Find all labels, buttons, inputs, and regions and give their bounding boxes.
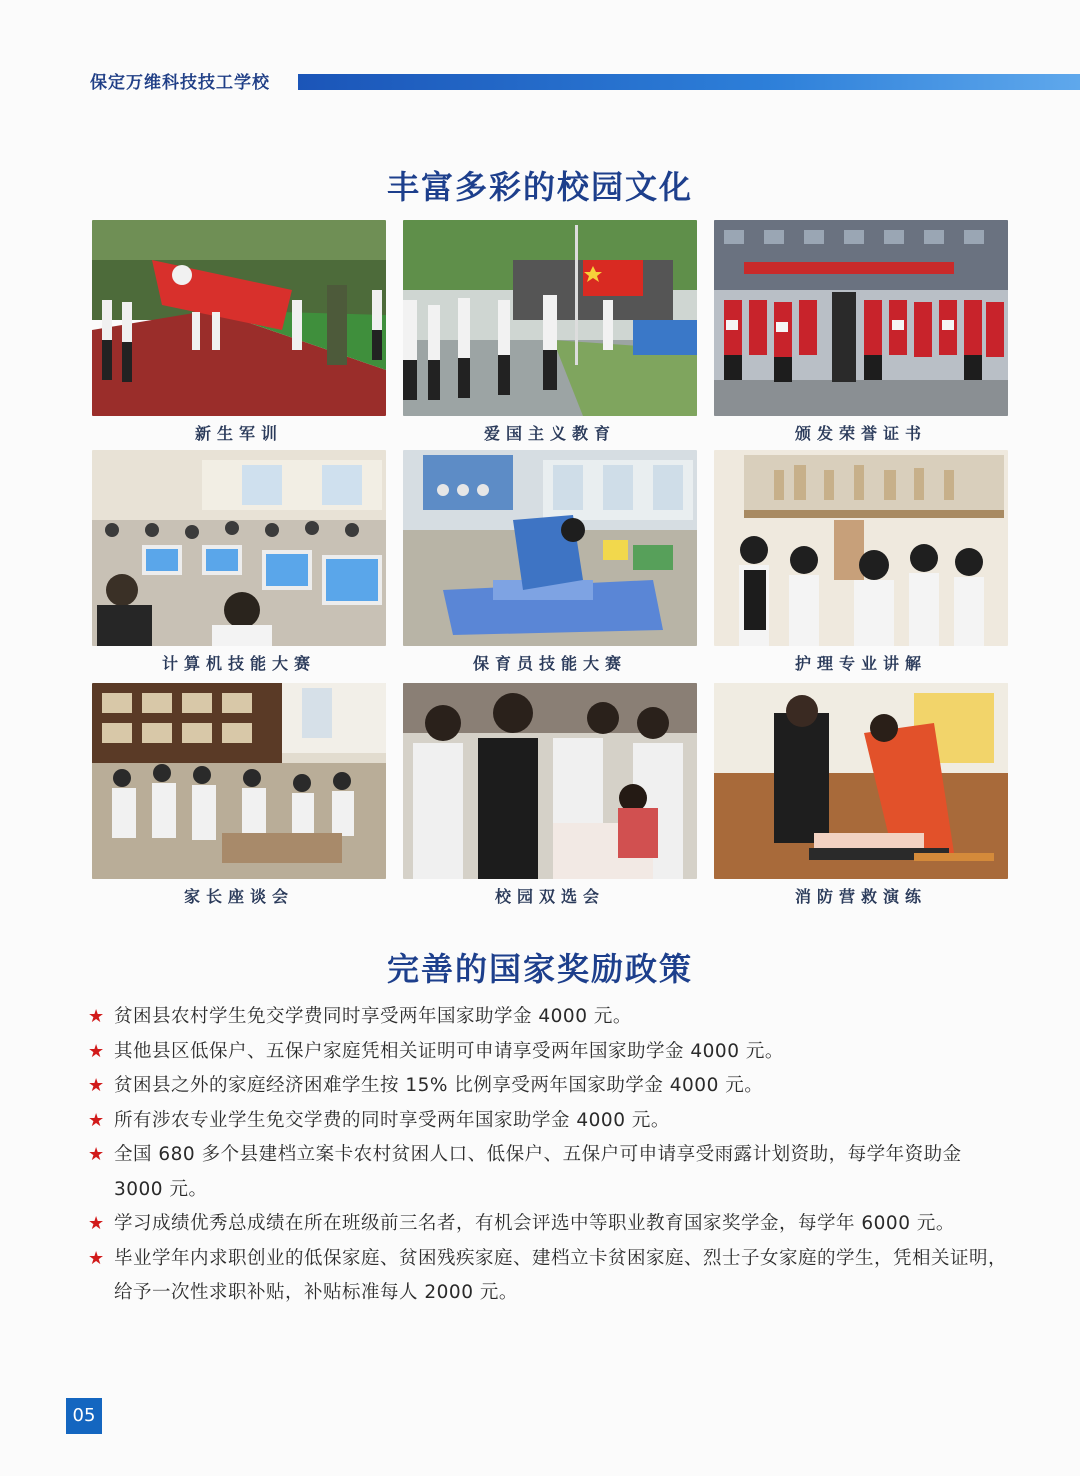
star-icon: ★ <box>88 1040 105 1062</box>
star-icon: ★ <box>88 1213 105 1234</box>
star-icon: ★ <box>88 1075 105 1096</box>
photo-caption: 颁发荣誉证书 <box>794 424 927 443</box>
photo-caption: 消防营救演练 <box>794 887 927 906</box>
photo-grid <box>92 220 1008 910</box>
photo-card-honor-certificate <box>714 220 1008 444</box>
policy-item <box>88 1104 1008 1139</box>
culture-section-title: 丰富多彩的校园文化 <box>386 168 693 206</box>
parent-meeting-photo <box>92 683 386 879</box>
school-name: 保定万维科技技工学校 <box>90 73 270 93</box>
star-icon: ★ <box>88 1109 105 1131</box>
photo-card-job-fair <box>403 683 697 907</box>
star-icon: ★ <box>88 1247 105 1269</box>
policy-item <box>88 1207 1008 1242</box>
childcare-contest-photo <box>403 450 697 646</box>
photo-card-parent-meeting <box>92 683 386 907</box>
star-icon: ★ <box>88 1006 105 1027</box>
patriotic-education-photo <box>403 220 697 416</box>
header-accent-bar <box>298 74 1080 90</box>
computer-contest-photo <box>92 450 386 646</box>
fire-rescue-drill-photo <box>714 683 1008 879</box>
photo-card-childcare-contest <box>403 450 697 674</box>
photo-caption: 计算机技能大赛 <box>161 654 316 673</box>
policy-text: 其他县区低保户、五保户家庭凭相关证明可申请享受两年国家助学金 4000 元。 <box>114 1040 784 1062</box>
photo-card-nursing-lecture <box>714 450 1008 674</box>
page-number: 05 <box>66 1398 102 1434</box>
photo-card-fire-rescue-drill <box>714 683 1008 907</box>
policy-text: 贫困县农村学生免交学费同时享受两年国家助学金 4000 元。 <box>114 1006 632 1027</box>
policy-text: 学习成绩优秀总成绩在所在班级前三名者，有机会评选中等职业教育国家奖学金，每学年 6000 元。 <box>114 1213 955 1234</box>
photo-card-military-training <box>92 220 386 444</box>
policy-item <box>88 1000 1008 1035</box>
policy-text: 毕业学年内求职创业的低保家庭、贫困残疾家庭、建档立卡贫困家庭、烈士子女家庭的学生，凭相关证明，给予一次性求职补贴，补贴标准每人 2000 元。 <box>114 1247 1008 1303</box>
policy-item <box>88 1035 1008 1070</box>
photo-caption: 保育员技能大赛 <box>472 654 627 673</box>
policy-text: 全国 680 多个县建档立案卡农村贫困人口、低保户、五保户可申请享受雨露计划资助，每学年资助金 3000 元。 <box>114 1144 962 1200</box>
military-training-photo <box>92 220 386 416</box>
policy-section-title: 完善的国家奖励政策 <box>386 950 693 988</box>
honor-certificate-photo <box>714 220 1008 416</box>
star-icon: ★ <box>88 1144 105 1165</box>
photo-caption: 家长座谈会 <box>183 887 294 906</box>
photo-caption: 校园双选会 <box>494 887 605 906</box>
policy-list <box>88 1000 1008 1311</box>
policy-text: 所有涉农专业学生免交学费的同时享受两年国家助学金 4000 元。 <box>114 1109 670 1131</box>
photo-caption: 新生军训 <box>194 424 283 443</box>
policy-item <box>88 1242 1008 1311</box>
page-header <box>0 62 1080 98</box>
policy-item <box>88 1069 1008 1104</box>
photo-caption: 爱国主义教育 <box>483 424 616 443</box>
photo-card-computer-contest <box>92 450 386 674</box>
policy-text: 贫困县之外的家庭经济困难学生按 15% 比例享受两年国家助学金 4000 元。 <box>114 1075 764 1096</box>
photo-caption: 护理专业讲解 <box>794 654 927 673</box>
job-fair-photo <box>403 683 697 879</box>
photo-card-patriotic-education <box>403 220 697 444</box>
nursing-lecture-photo <box>714 450 1008 646</box>
policy-item <box>88 1138 1008 1207</box>
